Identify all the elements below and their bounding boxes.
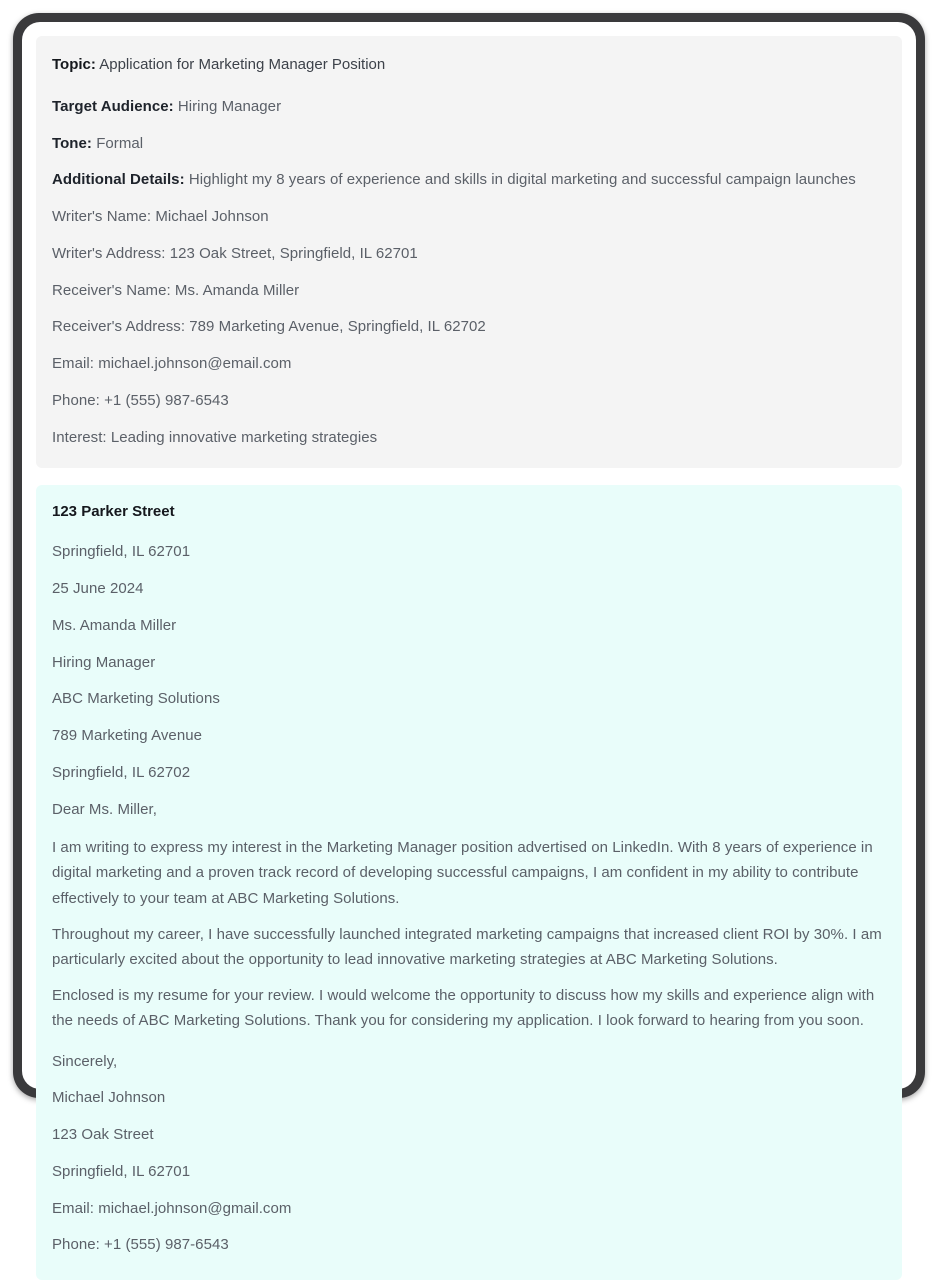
letter-signature-phone: Phone: +1 (555) 987-6543	[52, 1236, 229, 1254]
brief-field-label: Additional Details:	[52, 171, 185, 189]
brief-field-label: Target Audience:	[52, 97, 174, 115]
screen-content	[22, 22, 916, 1254]
brief-field-value: Highlight my 8 years of experience and skills in digital marketing and successful campaign launches	[188, 171, 856, 189]
brief-field-row	[52, 316, 886, 338]
brief-field-value: Leading innovative marketing strategies	[110, 428, 378, 446]
letter-paragraph: Throughout my career, I have successfully launched integrated marketing campaigns that increased client ROI by 30%. I am particularly excited about the opportunity to lead innovative marketing strategies at ABC Marketing Solutions.	[52, 925, 882, 968]
letter-recipient-line: Springfield, IL 62702	[52, 763, 191, 781]
brief-field-row	[52, 206, 886, 228]
letter-signature-line: Springfield, IL 62701	[52, 1162, 191, 1180]
brief-field-row	[52, 280, 886, 302]
brief-field-value: Formal	[96, 134, 144, 152]
brief-field-label: Email:	[52, 355, 94, 372]
letter-closing: Sincerely,	[52, 1052, 118, 1070]
letter-recipient-line: ABC Marketing Solutions	[52, 690, 220, 708]
letter-date: 25 June 2024	[52, 580, 144, 597]
letter-sender-line: Springfield, IL 62701	[52, 543, 191, 561]
brief-field-label: Tone:	[52, 134, 92, 152]
brief-topic-label: Topic:	[52, 56, 96, 73]
brief-field-value: michael.johnson@email.com	[98, 355, 292, 372]
brief-field-row	[52, 169, 886, 191]
brief-field-row	[52, 390, 886, 412]
brief-field-value: Ms. Amanda Miller	[174, 281, 300, 299]
device-bezel	[13, 13, 925, 1254]
brief-field-label: Receiver's Name:	[52, 281, 171, 299]
letter-sender-street: 123 Parker Street	[52, 503, 175, 521]
brief-field-value: 789 Marketing Avenue, Springfield, IL 62702	[189, 318, 486, 336]
brief-field-label: Interest:	[52, 428, 107, 446]
letter-recipient-line: Ms. Amanda Miller	[52, 616, 177, 634]
brief-field-row	[52, 427, 886, 449]
brief-field-value: Hiring Manager	[177, 97, 282, 115]
brief-field-value: 123 Oak Street, Springfield, IL 62701	[169, 244, 418, 262]
brief-field-row	[52, 243, 886, 265]
brief-field-row	[52, 96, 886, 118]
generated-letter-card	[36, 485, 902, 1280]
brief-field-list	[52, 96, 886, 449]
letter-salutation: Dear Ms. Miller,	[52, 800, 157, 818]
brief-field-label: Phone:	[52, 391, 100, 409]
brief-field-label: Writer's Address:	[52, 244, 166, 262]
letter-signature-line: 123 Oak Street	[52, 1126, 154, 1144]
brief-field-row	[52, 353, 886, 375]
brief-field-label: Writer's Name:	[52, 208, 152, 225]
letter-recipient-line: 789 Marketing Avenue	[52, 727, 202, 744]
letter-recipient-line: Hiring Manager	[52, 653, 156, 671]
letter-signature-line: Michael Johnson	[52, 1089, 166, 1107]
letter-signature-email: Email: michael.johnson@gmail.com	[52, 1199, 292, 1217]
brief-field-label: Receiver's Address:	[52, 318, 186, 336]
brief-field-value: +1 (555) 987-6543	[104, 391, 229, 409]
brief-field-row	[52, 133, 886, 155]
letter-paragraph: I am writing to express my interest in the Marketing Manager position advertised on LinkedIn. With 8 years of experience in digital marketing and a proven track record of developing successful campaigns, I am confident in my ability to contribute effectively to your team at ABC Marketing Solutions.	[52, 839, 873, 907]
prompt-brief-card	[36, 36, 902, 468]
brief-topic-value: Application for Marketing Manager Position	[99, 56, 386, 73]
brief-field-value: Michael Johnson	[155, 208, 269, 225]
brief-topic-line	[52, 54, 886, 76]
letter-paragraph: Enclosed is my resume for your review. I would welcome the opportunity to discuss how my skills and experience align with the needs of ABC Marketing Solutions. Thank you for considering my application. I look forward to hearing from you soon.	[52, 987, 875, 1030]
